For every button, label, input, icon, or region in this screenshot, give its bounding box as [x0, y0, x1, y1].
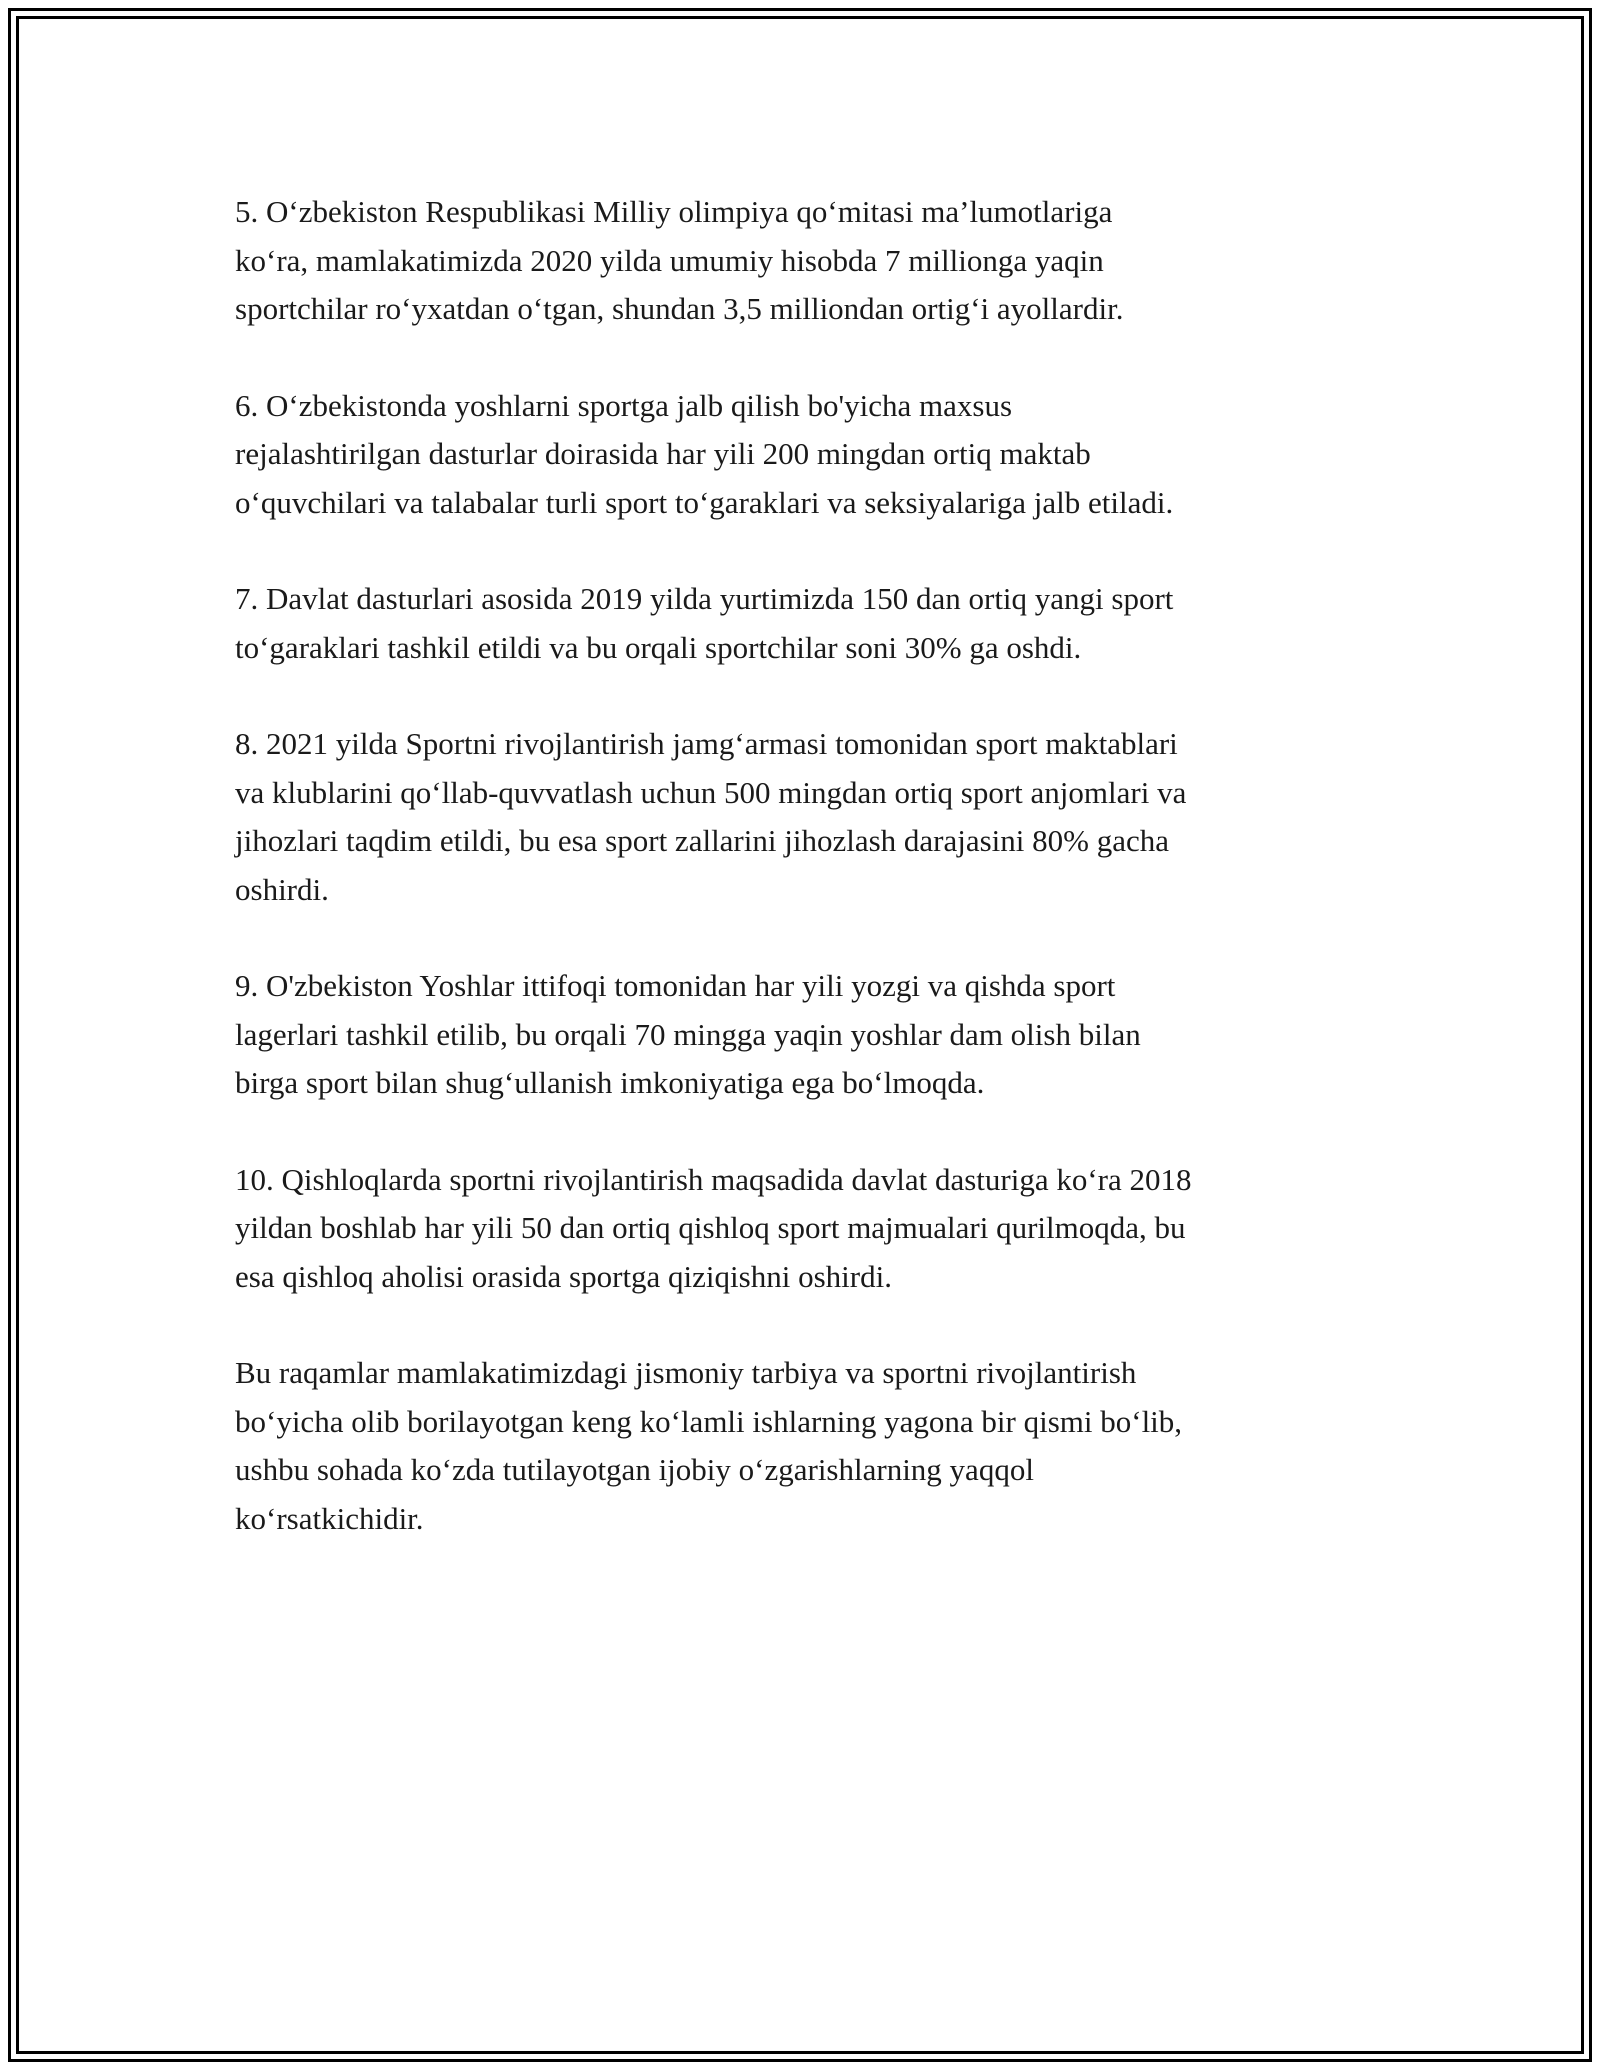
paragraph-item-5: 5. O‘zbekiston Respublikasi Milliy olimpiya qo‘mitasi ma’lumotlariga ko‘ra, mamlakatimizda 2020 yilda umumiy hisobda 7 millionga yaqin sportchilar ro‘yxatdan o‘tgan, shundan 3,5 milliondan ortig‘i ayollardir. — [235, 194, 1124, 326]
paragraph-item-8: 8. 2021 yilda Sportni rivojlantirish jamg‘armasi tomonidan sport maktablari va klublarini qo‘llab-quvvatlash uchun 500 mingdan ortiq sport anjomlari va jihozlari taqdim etildi, bu esa sport zallarini jihozlash darajasini 80% gacha oshirdi. — [235, 726, 1187, 907]
paragraph-item-10: 10. Qishloqlarda sportni rivojlantirish maqsadida davlat dasturiga ko‘ra 2018 yildan boshlab har yili 50 dan ortiq qishloq sport majmualari qurilmoqda, bu esa qishloq aholisi orasida sportga qiziqishni oshirdi. — [235, 1161, 1192, 1294]
paragraph-item-7: 7. Davlat dasturlari asosida 2019 yilda yurtimizda 150 dan ortiq yangi sport to‘garaklari tashkil etildi va bu orqali sportchilar soni 30% ga oshdi. — [235, 581, 1174, 665]
paragraph-item-9: 9. O'zbekiston Yoshlar ittifoqi tomonidan har yili yozgi va qishda sport lagerlari tashkil etilib, bu orqali 70 mingga yaqin yoshlar dam olish bilan birga sport bilan shug‘ullanish imkoniyatiga ega bo‘lmoqda. — [235, 968, 1141, 1100]
document-body — [235, 188, 1395, 1591]
paragraph-item-6: 6. O‘zbekistonda yoshlarni sportga jalb qilish bo'yicha maxsus rejalashtirilgan dasturlar doirasida har yili 200 mingdan ortiq maktab o‘quvchilari va talabalar turli sport to‘garaklari va seksiyalariga jalb etiladi. — [235, 387, 1174, 520]
paragraph-conclusion: Bu raqamlar mamlakatimizdagi jismoniy tarbiya va sportni rivojlantirish bo‘yicha olib borilayotgan keng ko‘lamli ishlarning yagona bir qismi bo‘lib, ushbu sohada ko‘zda tutilayotgan ijobiy o‘zgarishlarning yaqqol ko‘rsatkichidir. — [235, 1355, 1183, 1536]
